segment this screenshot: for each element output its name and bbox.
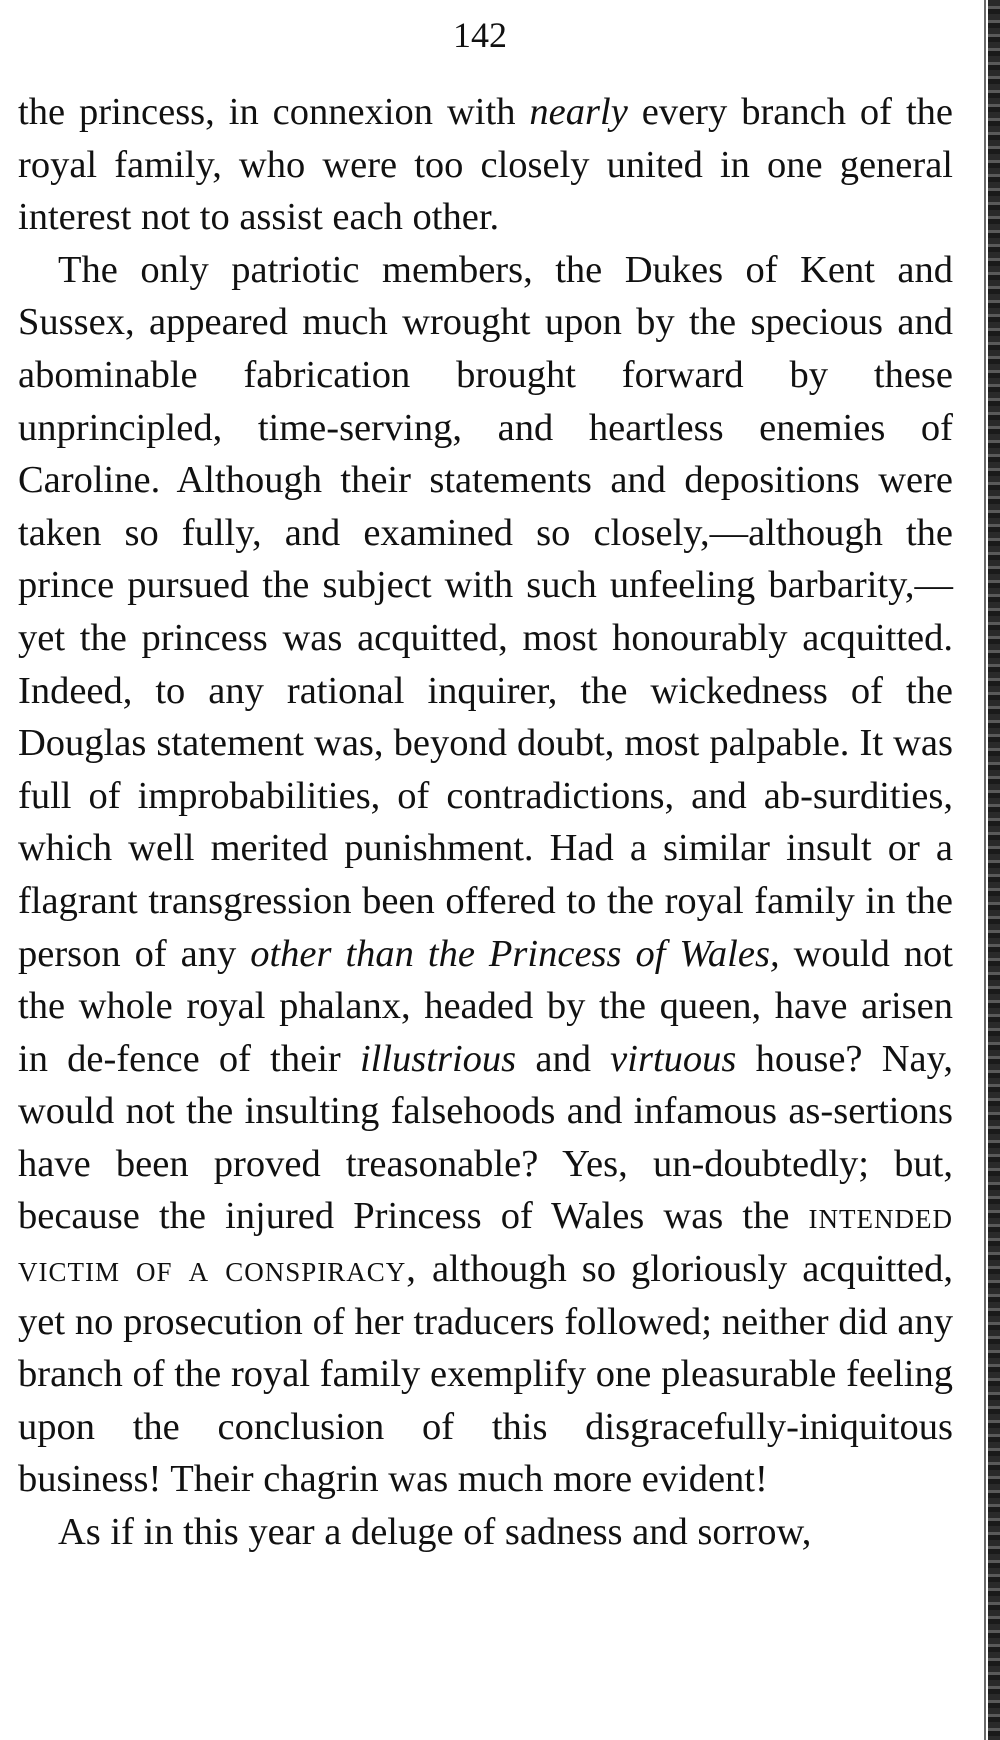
body-text xyxy=(18,86,953,1559)
text-segment: As if in this year a deluge of sadness and sorrow, xyxy=(58,1511,812,1554)
text-segment: house? Nay, would not the insulting falsehoods and infamous as-sertions have been proved treasonable? Yes, un-doubtedly; but, because the injured Princess of Wales was the xyxy=(18,1037,953,1238)
italic-segment: virtuous xyxy=(610,1037,737,1080)
paragraph-3 xyxy=(18,1506,953,1559)
text-segment: would not the whole royal phalanx, headed by the queen, have arisen in de-fence of their xyxy=(18,932,953,1080)
page-edge-shadow xyxy=(988,0,1000,1740)
italic-segment: other than the Princess of Wales, xyxy=(250,932,780,975)
text-segment: although so gloriously acquitted, yet no prosecution of her traducers followed; neither did any branch of the royal family exemplify one pleasurable feeling upon the conclusion of this disgracefully-iniquitous business! Their chagrin was much more evident! xyxy=(18,1248,954,1501)
page-number: 142 xyxy=(453,15,507,55)
italic-segment: nearly xyxy=(529,91,628,133)
paragraph-2 xyxy=(18,244,953,1506)
page-edge-line xyxy=(984,0,986,1740)
italic-segment: illustrious xyxy=(359,1037,517,1080)
paragraph-1 xyxy=(18,86,953,244)
text-segment: every branch of the royal family, who were too closely united in one general interest not to assist each other. xyxy=(18,91,953,239)
text-segment: The only patriotic members, the Dukes of Kent and Sussex, appeared much wrought upon by the specious and abominable fabrication brought forward by these unprincipled, time-serving, and heartless enemies of Caroline. Although their statements and depositions were taken so fully, and examined so closely,—although the prince pursued the subject with such unfeeling barbarity,—yet the princess was acquitted, most honourably acquitted. Indeed, to any rational inquirer, the wickedness of the Douglas statement was, beyond doubt, most palpable. It was full of improbabilities, of contradictions, and ab-surdities, which well merited punishment. Had a similar insult or a flagrant transgression been offered to the royal family in the person of any xyxy=(18,248,953,975)
text-segment: the princess, in connexion with xyxy=(18,91,530,133)
smallcaps-segment: intended victim of a conspiracy, xyxy=(18,1195,953,1291)
text-segment: and xyxy=(516,1037,611,1080)
